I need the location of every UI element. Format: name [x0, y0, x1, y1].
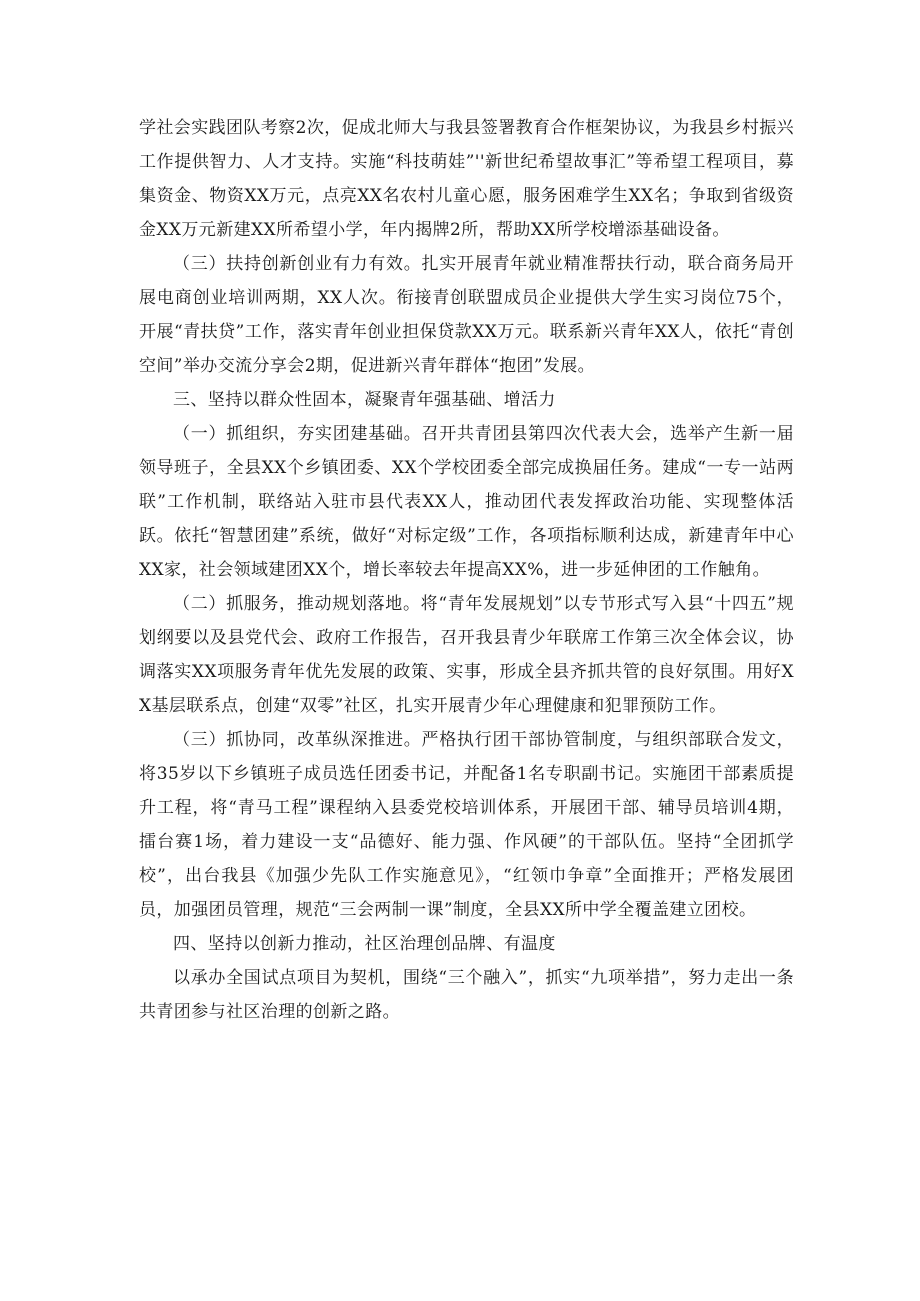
paragraph-coordination: （三）抓协同，改革纵深推进。严格执行团干部协管制度，与组织部联合发文，将35岁以下乡镇班子成员选任团委书记，并配备1名专职副书记。实施团干部素质提升工程，将“青马工程”课程纳入县委党校培训体系，开展团干部、辅导员培训4期，擂台赛1场，着力建设一支“品德好、能力强、作风硬”的干部队伍。坚持“全团抓学校”，出台我县《加强少先队工作实施意见》，“红领巾争章”全面推开；严格发展团员，加强团员管理，规范“三会两制一课”制度，全县XX所中学全覆盖建立团校。	[139, 730, 794, 920]
section-heading-three: 三、坚持以群众性固本，凝聚青年强基础、增活力	[173, 390, 556, 410]
paragraph-community-governance: 以承办全国试点项目为契机，围绕“三个融入”，抓实“九项举措”，努力走出一条共青团参与社区治理的创新之路。	[139, 968, 794, 1022]
paragraph-service: （二）抓服务，推动规划落地。将“青年发展规划”以专节形式写入县“十四五”规划纲要以及县党代会、政府工作报告，召开我县青少年联席工作第三次全体会议，协调落实XX项服务青年优先发展的政策、实事，形成全县齐抓共管的良好氛围。用好XX基层联系点，创建“双零”社区，扎实开展青少年心理健康和犯罪预防工作。	[139, 594, 794, 716]
section-heading-four: 四、坚持以创新力推动，社区治理创品牌、有温度	[173, 934, 556, 954]
document-body	[139, 111, 794, 1029]
paragraph-continued: 学社会实践团队考察2次，促成北师大与我县签署教育合作框架协议，为我县乡村振兴工作提供智力、人才支持。实施“科技萌娃”''新世纪希望故事汇”等希望工程项目，募集资金、物资XX万元，点亮XX名农村儿童心愿，服务困难学生XX名；争取到省级资金XX万元新建XX所希望小学，年内揭牌2所，帮助XX所学校增添基础设备。	[139, 118, 795, 240]
paragraph-organization: （一）抓组织，夯实团建基础。召开共青团县第四次代表大会，选举产生新一届领导班子，全县XX个乡镇团委、XX个学校团委全部完成换届任务。建成“一专一站两联”工作机制，联络站入驻市县代表XX人，推动团代表发挥政治功能、实现整体活跃。依托“智慧团建”系统，做好“对标定级”工作，各项指标顺利达成，新建青年中心XX家，社会领域建团XX个，增长率较去年提高XX%，进一步延伸团的工作触角。	[139, 424, 794, 580]
paragraph-innovation-entrepreneurship: （三）扶持创新创业有力有效。扎实开展青年就业精准帮扶行动，联合商务局开展电商创业培训两期，XX人次。衔接青创联盟成员企业提供大学生实习岗位75个，开展“青扶贷”工作，落实青年创业担保贷款XX万元。联系新兴青年XX人，依托“青创空间”举办交流分享会2期，促进新兴青年群体“抱团”发展。	[139, 254, 794, 376]
